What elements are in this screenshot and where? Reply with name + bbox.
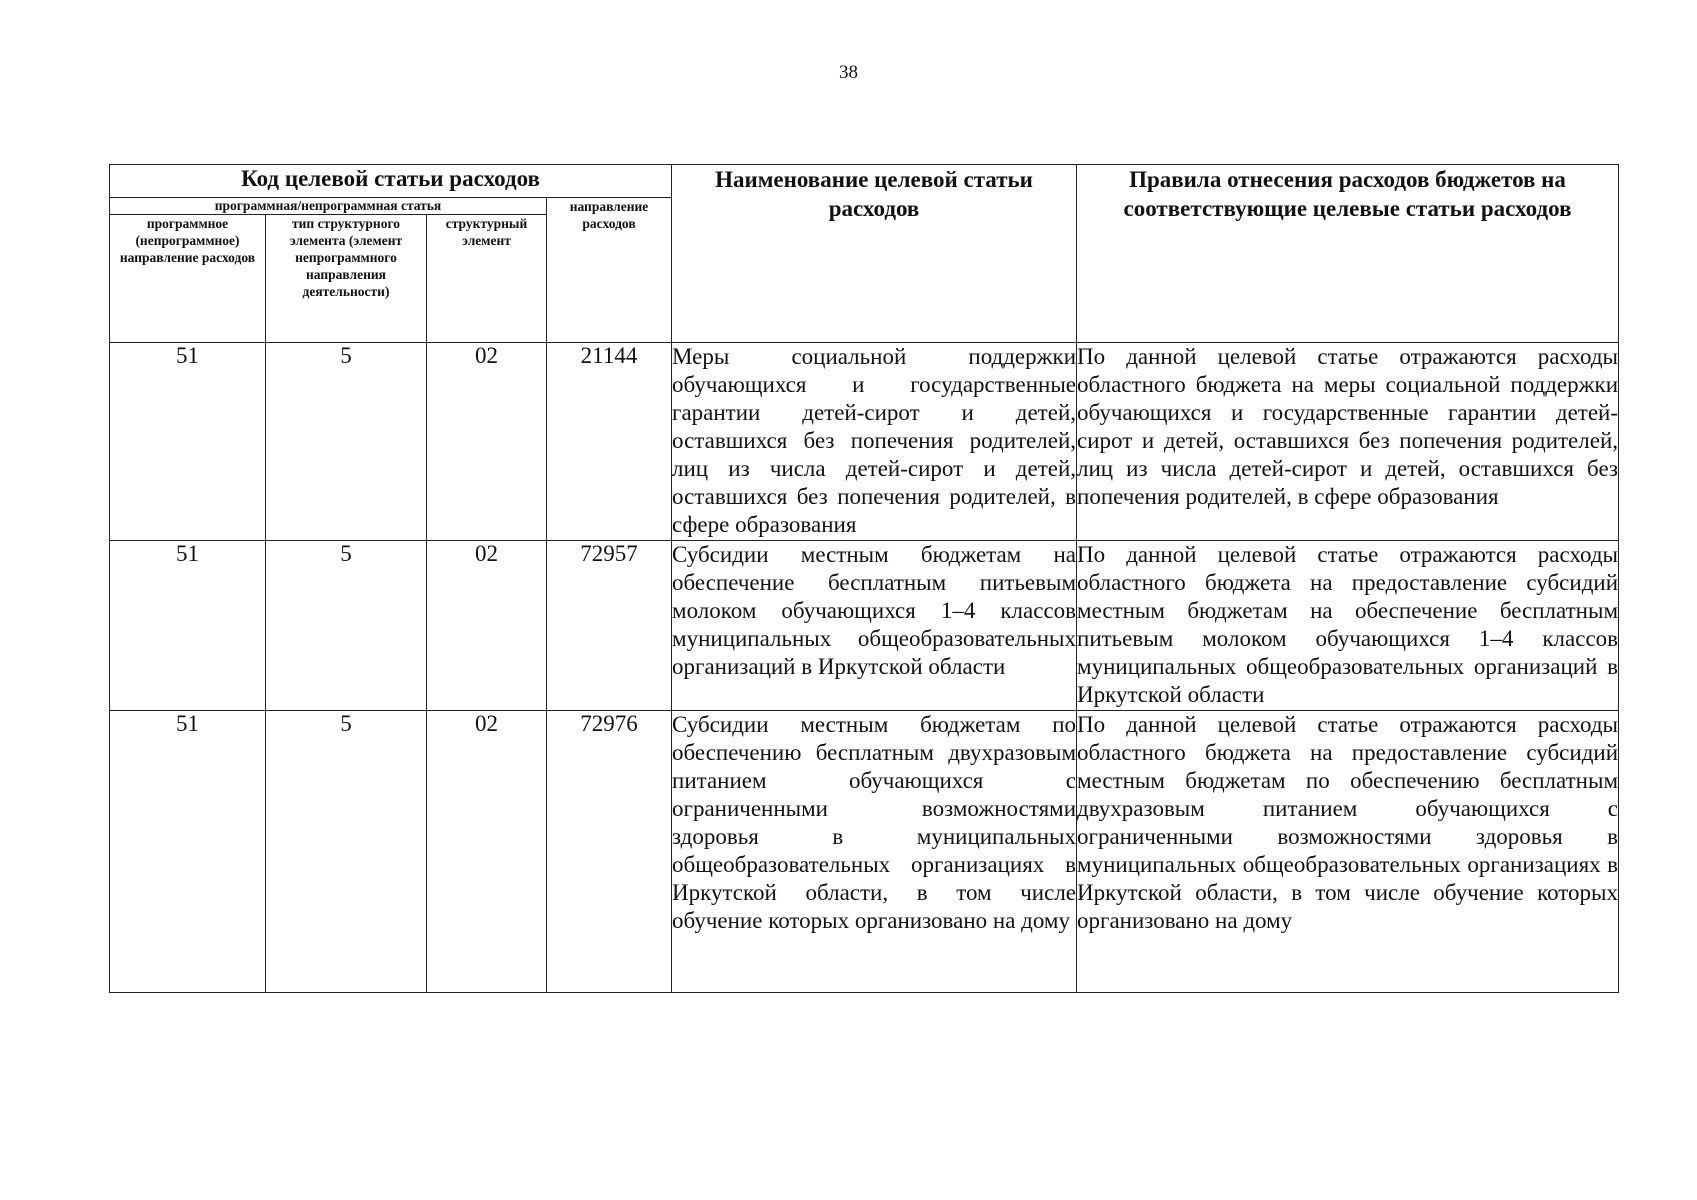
cell-element: 02 [427,711,547,993]
cell-element: 02 [427,541,547,711]
header-structural-type: тип структурного элемента (элемент непрограммного направления деятельности) [266,215,427,343]
table-row [110,343,1619,541]
cell-direction: 72957 [547,541,672,711]
header-row-1 [110,165,1619,198]
header-structural-element: структурный элемент [427,215,547,343]
header-program-article: программная/непрограммная статья [110,198,547,215]
cell-program: 51 [110,343,266,541]
cell-article-name: Субсидии местным бюджетам на обеспечение бесплатным питьевым молоком обучающихся 1–4 классов муниципальных общеобразовательных организаций в Иркутской области [672,541,1077,711]
page-number: 38 [839,62,858,83]
cell-type: 5 [266,711,427,993]
header-article-name: Наименование целевой статьи расходов [672,165,1077,343]
header-expense-direction: направление расходов [547,198,672,343]
cell-rule: По данной целевой статье отражаются расходы областного бюджета на меры социальной поддержки обучающихся и государственные гарантии детей-сирот и детей, оставшихся без попечения родителей, лиц из числа детей-сирот и детей, оставшихся без попечения родителей, в сфере образования [1077,343,1619,541]
cell-rule: По данной целевой статье отражаются расходы областного бюджета на предоставление субсидий местным бюджетам по обеспечению бесплатным двухразовым питанием обучающихся с ограниченными возможностями здоровья в муниципальных общеобразовательных организациях в Иркутской области, в том числе обучение которых организовано на дому [1077,711,1619,993]
cell-article-name: Меры социальной поддержки обучающихся и государственные гарантии детей-сирот и детей, оставшихся без попечения родителей, лиц из числа детей-сирот и детей, оставшихся без попечения родителей, в сфере образования [672,343,1077,541]
cell-type: 5 [266,343,427,541]
cell-article-name: Субсидии местным бюджетам по обеспечению бесплатным двухразовым питанием обучающихся с ограниченными возможностями здоровья в муниципальных общеобразовательных организациях в Иркутской области, в том числе обучение которых организовано на дому [672,711,1077,993]
cell-element: 02 [427,343,547,541]
cell-program: 51 [110,541,266,711]
header-rules: Правила отнесения расходов бюджетов на соответствующие целевые статьи расходов [1077,165,1619,343]
cell-program: 51 [110,711,266,993]
header-code-group: Код целевой статьи расходов [110,165,672,198]
header-program-direction: программное (непрограммное) направление расходов [110,215,266,343]
table-row [110,711,1619,993]
table-row [110,541,1619,711]
target-articles-table [109,164,1619,993]
cell-rule: По данной целевой статье отражаются расходы областного бюджета на предоставление субсидий местным бюджетам на обеспечение бесплатным питьевым молоком обучающихся 1–4 классов муниципальных общеобразовательных организаций в Иркутской области [1077,541,1619,711]
cell-direction: 21144 [547,343,672,541]
cell-type: 5 [266,541,427,711]
cell-direction: 72976 [547,711,672,993]
